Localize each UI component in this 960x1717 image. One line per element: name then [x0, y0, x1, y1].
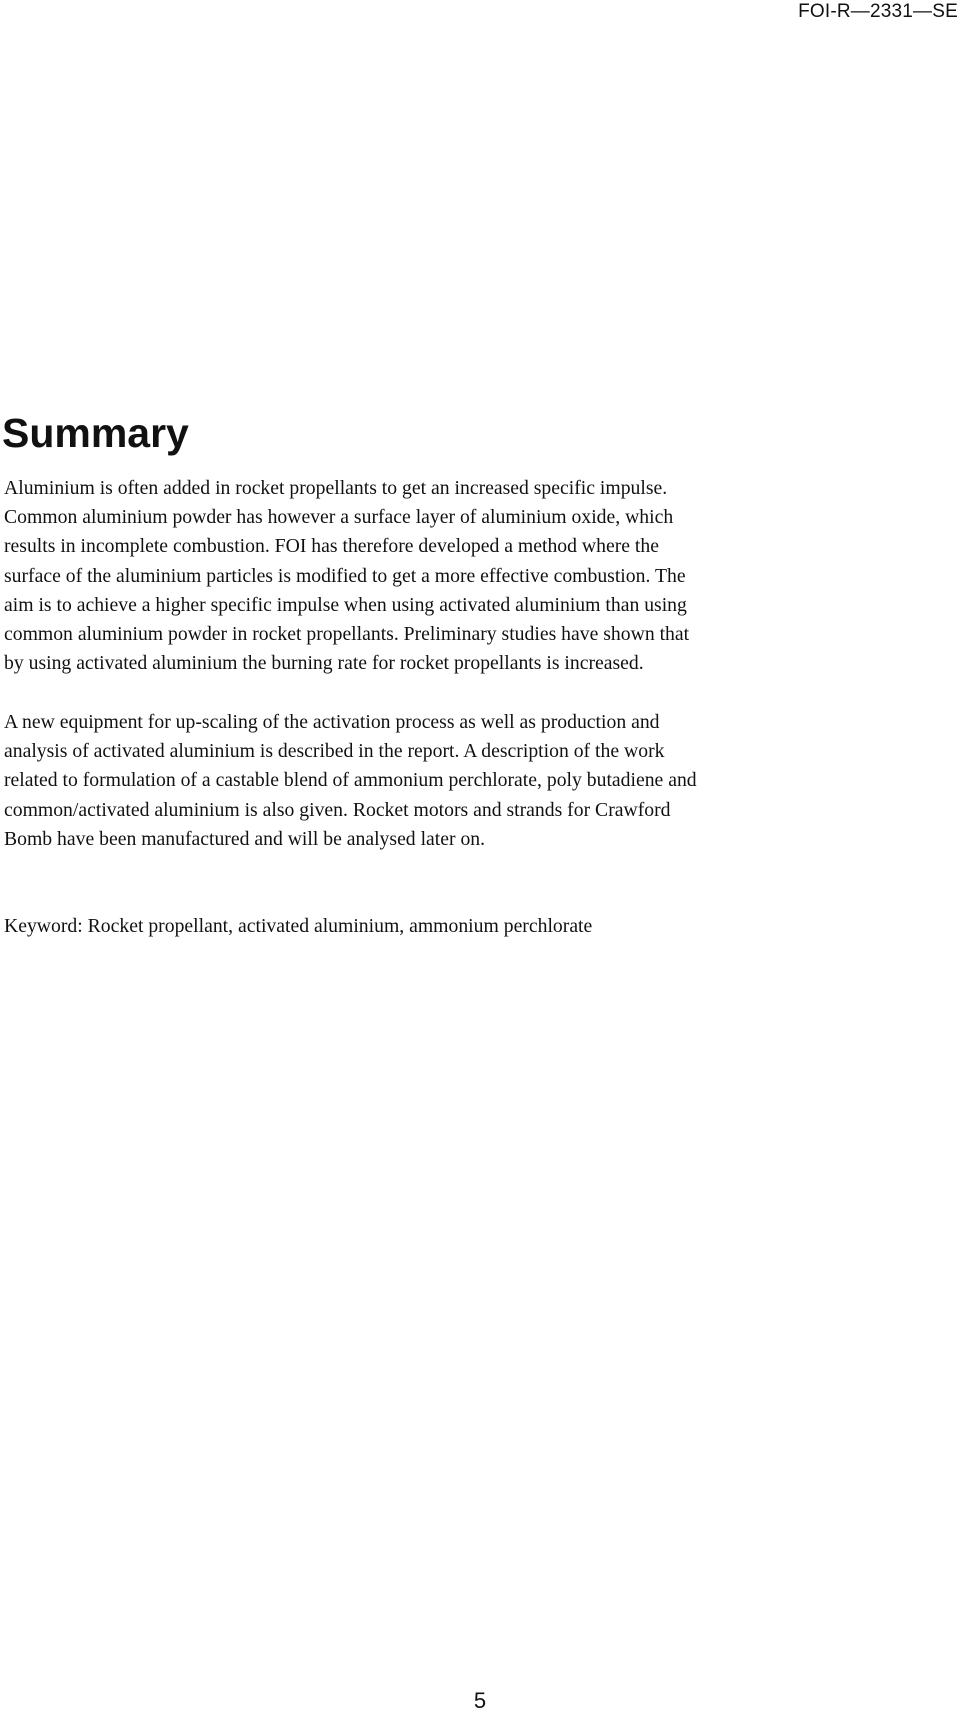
paragraph-line: related to formulation of a castable blend of ammonium perchlorate, poly butadiene and — [4, 769, 697, 792]
paragraph-line: aim is to achieve a higher specific impulse when using activated aluminium than using — [4, 593, 687, 616]
paragraph-line: results in incomplete combustion. FOI has therefore developed a method where the — [4, 535, 659, 558]
paragraph-line: by using activated aluminium the burning rate for rocket propellants is increased. — [4, 652, 644, 675]
paragraph-line: Aluminium is often added in rocket propellants to get an increased specific impulse. — [4, 477, 668, 499]
paragraph-line: surface of the aluminium particles is modified to get a more effective combustion. The — [4, 564, 686, 587]
keywords-line: Keyword: Rocket propellant, activated aluminium, ammonium perchlorate — [4, 915, 593, 937]
paragraph-line: Bomb have been manufactured and will be analysed later on. — [4, 827, 486, 850]
paragraph-line: A new equipment for up-scaling of the activation process as well as production and — [4, 711, 660, 733]
paragraph-line: common/activated aluminium is also given. Rocket motors and strands for Crawford — [4, 798, 671, 821]
paragraph-line: common aluminium powder in rocket propellants. Preliminary studies have shown that — [4, 623, 690, 646]
paragraph-line: analysis of activated aluminium is described in the report. A description of the work — [4, 740, 665, 763]
document-id: FOI-R—2331—SE — [798, 1, 958, 22]
paragraph-line: Common aluminium powder has however a surface layer of aluminium oxide, which — [4, 506, 674, 529]
summary-paragraph-1 — [4, 474, 689, 678]
page-title: Summary — [2, 410, 189, 456]
page-number: 5 — [473, 1688, 487, 1713]
summary-paragraph-2 — [4, 708, 697, 854]
